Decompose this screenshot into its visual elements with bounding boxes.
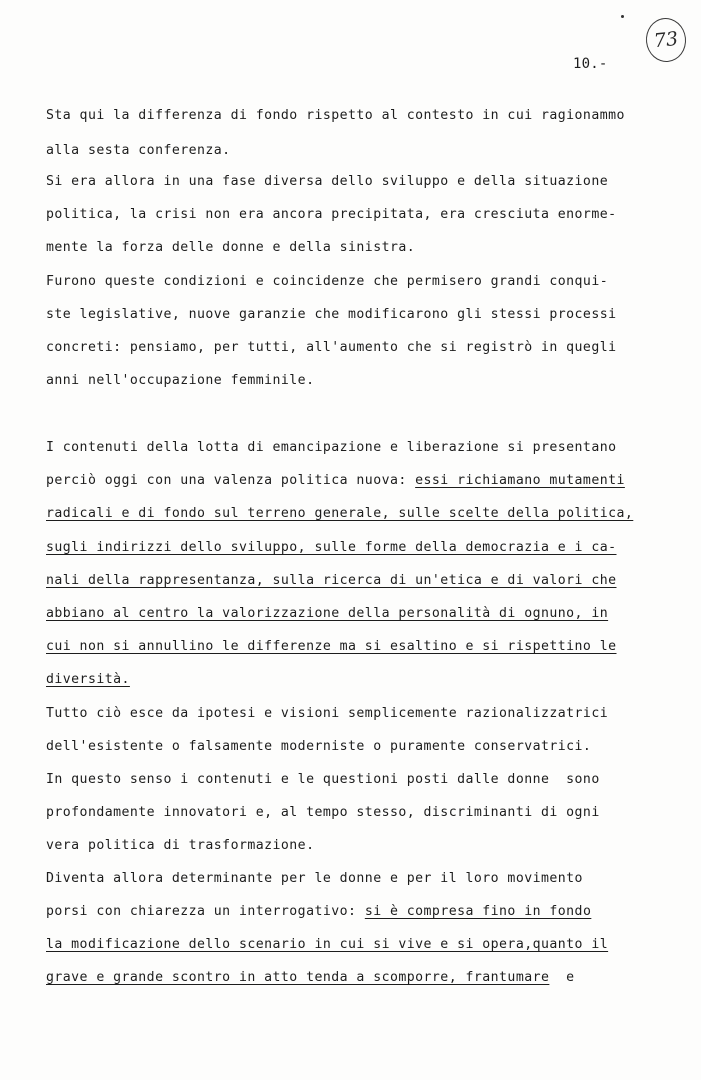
text-line: mente la forza delle donne e della sinistra.: [46, 240, 416, 255]
text-line: grave e grande scontro in atto tenda a scomporre, frantumare e: [46, 970, 575, 985]
text-line: Si era allora in una fase diversa dello sviluppo e della situazione: [46, 174, 609, 189]
text-line: alla sesta conferenza.: [46, 143, 231, 158]
text-line: Diventa allora determinante per le donne e per il loro movimento: [46, 871, 583, 886]
page-number: 10.-: [573, 56, 608, 72]
text-line: diversità.: [46, 672, 130, 687]
text-line: nali della rappresentanza, sulla ricerca di un'etica e di valori che: [46, 573, 617, 588]
text-line: Tutto ciò esce da ipotesi e visioni semplicemente razionalizzatrici: [46, 706, 609, 721]
text-line: politica, la crisi non era ancora precipitata, era cresciuta enorme-: [46, 207, 617, 222]
text-line: anni nell'occupazione femminile.: [46, 373, 315, 388]
text-line: Furono queste condizioni e coincidenze che permisero grandi conqui-: [46, 274, 609, 289]
text-line: In questo senso i contenuti e le questioni posti dalle donne sono: [46, 772, 600, 787]
text-line: dell'esistente o falsamente moderniste o puramente conservatrici.: [46, 739, 592, 754]
text-line: la modificazione dello scenario in cui si vive e si opera,quanto il: [46, 937, 609, 952]
text-line: Sta qui la differenza di fondo rispetto al contesto in cui ragionammo: [46, 108, 625, 123]
text-line: perciò oggi con una valenza politica nuova: essi richiamano mutamenti: [46, 473, 625, 488]
text-line: radicali e di fondo sul terreno generale, sulle scelte della politica,: [46, 506, 634, 521]
text-line: vera politica di trasformazione.: [46, 838, 315, 853]
archive-page-stamp: 73: [644, 16, 688, 64]
text-line: cui non si annullino le differenze ma si esaltino e si rispettino le: [46, 639, 617, 654]
text-line: abbiano al centro la valorizzazione della personalità di ognuno, in: [46, 606, 609, 621]
ink-speck: [621, 15, 624, 18]
text-line: sugli indirizzi dello sviluppo, sulle forme della democrazia e i ca-: [46, 540, 617, 555]
text-line: concreti: pensiamo, per tutti, all'aumento che si registrò in quegli: [46, 340, 617, 355]
text-line: ste legislative, nuove garanzie che modificarono gli stessi processi: [46, 307, 617, 322]
text-line: I contenuti della lotta di emancipazione e liberazione si presentano: [46, 440, 617, 455]
text-line: porsi con chiarezza un interrogativo: si è compresa fino in fondo: [46, 904, 592, 919]
text-line: profondamente innovatori e, al tempo stesso, discriminanti di ogni: [46, 805, 600, 820]
